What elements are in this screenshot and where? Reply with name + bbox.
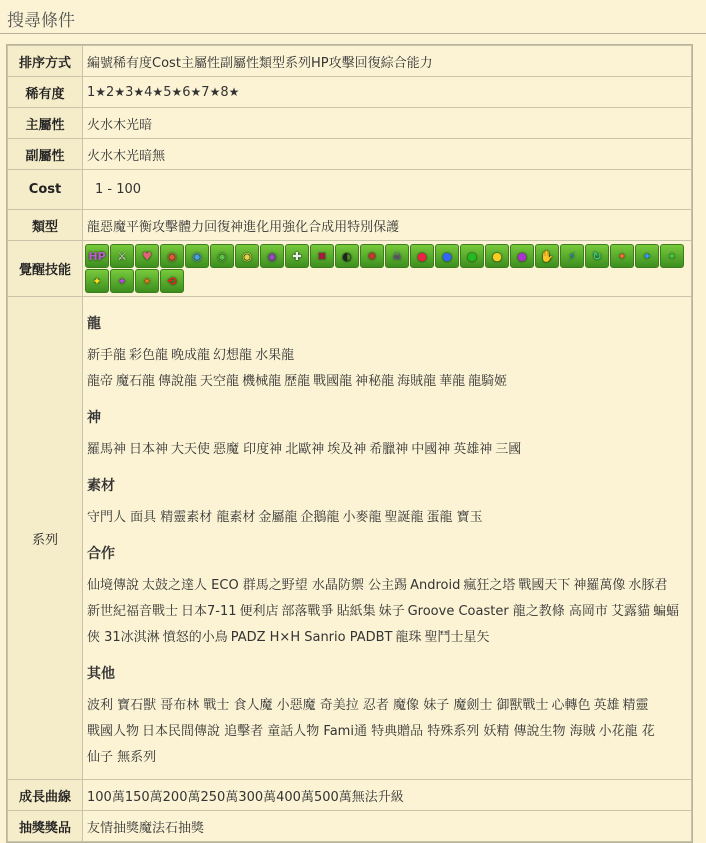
series-item[interactable]: 守門人 面具 精靈素材 龍素材: [87, 510, 256, 525]
poison-resist-icon[interactable]: ☠: [385, 244, 409, 268]
sub-attr-option[interactable]: 木: [113, 148, 127, 164]
series-item[interactable]: 龍珠: [395, 630, 422, 645]
series-item[interactable]: 部落戰爭: [281, 604, 334, 619]
series-item[interactable]: 瘋狂之塔: [463, 578, 516, 593]
series-item[interactable]: 惡魔 印度神: [213, 442, 283, 457]
sort-options: [83, 46, 692, 77]
series-item[interactable]: 戰國天下: [518, 578, 571, 593]
rarity-option[interactable]: [106, 85, 125, 100]
sub-attr-option[interactable]: 水: [100, 148, 114, 164]
type-option[interactable]: 體力: [178, 219, 205, 235]
series-group-title: 龍: [87, 316, 101, 332]
type-options: [83, 210, 692, 241]
series-item[interactable]: 龍帝: [87, 374, 114, 389]
main-attr-option[interactable]: 木: [113, 117, 127, 133]
type-option[interactable]: 攻擊: [152, 219, 179, 235]
series-item[interactable]: 彩色龍: [129, 348, 169, 363]
page-title-text: 搜尋條件: [7, 11, 75, 31]
series-item[interactable]: 機械龍: [242, 374, 282, 389]
label-type: 類型: [8, 210, 83, 241]
series-line: [87, 439, 687, 461]
dark-resist-icon[interactable]: ◉: [260, 244, 284, 268]
series-item[interactable]: Android: [410, 578, 461, 593]
label-growth: 成長曲線: [8, 780, 83, 811]
series-line: [87, 345, 687, 367]
series-line: [87, 601, 687, 623]
series-item[interactable]: 日本神: [129, 442, 169, 457]
rarity-number: 2: [106, 84, 115, 100]
wood-orb-icon[interactable]: ●: [460, 244, 484, 268]
sort-option[interactable]: Cost: [152, 55, 181, 71]
awaken-skill-icons: [83, 241, 691, 296]
series-item[interactable]: 便利店: [239, 604, 279, 619]
rarity-number: 6: [182, 84, 191, 100]
water-resist-icon[interactable]: ◉: [185, 244, 209, 268]
series-item[interactable]: 傳說龍: [158, 374, 198, 389]
star-icon: ★: [133, 84, 145, 99]
series-item[interactable]: 戰國人物: [87, 724, 140, 739]
label-main-attr: 主屬性: [8, 108, 83, 139]
main-attr-option[interactable]: 暗: [139, 117, 153, 133]
series-line: [87, 575, 687, 597]
series-item[interactable]: 魔石龍: [116, 374, 156, 389]
row-cost: [8, 170, 692, 210]
series-item[interactable]: 心轉色: [551, 698, 591, 713]
rarity-number: 7: [201, 84, 210, 100]
series-item[interactable]: 歷龍: [284, 374, 311, 389]
rarity-number: 8: [220, 84, 229, 100]
series-item[interactable]: 水果龍: [255, 348, 295, 363]
series-item[interactable]: 妹子: [378, 604, 405, 619]
fire-resist-icon[interactable]: ◉: [160, 244, 184, 268]
type-option[interactable]: 平衡: [126, 219, 153, 235]
dark-row-icon[interactable]: ✦: [110, 269, 134, 293]
sort-option[interactable]: 綜合能力: [380, 55, 433, 71]
wood-resist-icon[interactable]: ◉: [210, 244, 234, 268]
dark-orb-icon[interactable]: ●: [510, 244, 534, 268]
row-rarity: [8, 77, 692, 108]
type-option[interactable]: 強化合成用: [282, 219, 348, 235]
water-row-icon[interactable]: ✦: [635, 244, 659, 268]
series-item[interactable]: 埃及神: [327, 442, 367, 457]
light-resist-icon[interactable]: ◉: [235, 244, 259, 268]
growth-option[interactable]: 無法升級: [351, 789, 404, 805]
blind-resist-icon[interactable]: ◐: [335, 244, 359, 268]
rarity-number: 5: [163, 84, 172, 100]
main-attr-options: [83, 108, 692, 139]
type-option[interactable]: 神: [230, 219, 244, 235]
series-item[interactable]: 金屬龍: [258, 510, 298, 525]
type-option[interactable]: 進化用: [243, 219, 283, 235]
growth-option[interactable]: 100萬: [87, 789, 125, 805]
type-option[interactable]: 回復: [204, 219, 231, 235]
series-item[interactable]: 大天使: [171, 442, 211, 457]
series-item[interactable]: 日本7-11: [181, 604, 237, 619]
series-item[interactable]: 蛋龍 寶玉: [426, 510, 483, 525]
series-item[interactable]: 天空龍: [200, 374, 240, 389]
main-attr-option[interactable]: 光: [126, 117, 140, 133]
series-item[interactable]: 神秘龍: [355, 374, 395, 389]
sort-option[interactable]: HP: [311, 55, 329, 71]
wood-row-icon[interactable]: ✦: [660, 244, 684, 268]
series-item[interactable]: 新手龍: [87, 348, 127, 363]
series-item[interactable]: 晚成龍: [171, 348, 211, 363]
star-icon: ★: [171, 84, 183, 99]
series-item[interactable]: 蝙蝠: [652, 604, 679, 619]
series-item[interactable]: 太鼓之達人 ECO 群馬之野望 水晶防禦 公主踢: [142, 578, 408, 593]
series-item[interactable]: 幻想龍: [213, 348, 253, 363]
series-line: [87, 721, 687, 743]
series-item[interactable]: 三國: [495, 442, 522, 457]
row-sub-attr: [8, 139, 692, 170]
star-icon: ★: [95, 84, 107, 99]
series-item[interactable]: 中國神: [411, 442, 451, 457]
rarity-options: [83, 77, 692, 108]
gacha-option[interactable]: 魔法石抽獎: [139, 820, 205, 836]
series-item[interactable]: 小麥龍: [342, 510, 382, 525]
sort-option[interactable]: 編號: [87, 55, 114, 71]
search-conditions-table: [7, 45, 692, 842]
series-item[interactable]: 憤怒的小鳥: [162, 630, 228, 645]
sub-attr-option[interactable]: 光: [126, 148, 140, 164]
series-item[interactable]: 新世紀福音戰士: [87, 604, 179, 619]
series-line: [87, 695, 687, 717]
fire-row-icon[interactable]: ✦: [610, 244, 634, 268]
series-item[interactable]: 貼紙集: [336, 604, 376, 619]
type-option[interactable]: 特別保護: [347, 219, 400, 235]
auto-heal-icon[interactable]: ✚: [285, 244, 309, 268]
series-item[interactable]: 神羅萬像: [573, 578, 626, 593]
series-item[interactable]: 波利 寶石獸 哥布林 戰士 食人魔 小惡魔 奇美拉 忍者 魔像 妹子 魔劍士 御獸戰士: [87, 698, 549, 713]
series-group-title: 其他: [87, 666, 115, 682]
row-type: [8, 210, 692, 241]
type-option[interactable]: 龍: [87, 219, 101, 235]
growth-options: [83, 780, 692, 811]
row-main-attr: [8, 108, 692, 139]
rarity-number: 4: [144, 84, 153, 100]
series-line: [87, 627, 687, 649]
rarity-option[interactable]: [182, 85, 201, 100]
rarity-option[interactable]: [220, 85, 239, 100]
main-attr-option[interactable]: 水: [100, 117, 114, 133]
gacha-options: [83, 811, 692, 842]
series-item[interactable]: 艾露貓: [610, 604, 650, 619]
series-item[interactable]: 俠 31冰淇淋: [87, 630, 160, 645]
sort-option[interactable]: 副屬性: [219, 55, 259, 71]
label-sub-attr: 副屬性: [8, 139, 83, 170]
row-awaken: [8, 241, 692, 297]
rarity-option[interactable]: [87, 85, 106, 100]
sort-option[interactable]: 系列: [284, 55, 311, 71]
series-item[interactable]: 聖誕龍: [384, 510, 424, 525]
series-item[interactable]: 水豚君: [628, 578, 668, 593]
label-awaken: 覺醒技能: [8, 241, 83, 297]
series-group-title: 神: [87, 410, 101, 426]
growth-option[interactable]: 500萬: [313, 789, 352, 805]
series-line: [87, 507, 687, 529]
series-line: [87, 747, 687, 769]
rarity-option[interactable]: [144, 85, 163, 100]
rarity-number: 1: [87, 84, 96, 100]
row-series: [8, 297, 692, 780]
cost-range-value[interactable]: 1 - 100: [95, 182, 142, 197]
water-orb-icon[interactable]: ●: [435, 244, 459, 268]
main-attr-option[interactable]: 火: [87, 117, 101, 133]
series-group-title: 合作: [87, 546, 115, 562]
series-item[interactable]: 華龍: [439, 374, 466, 389]
label-series: 系列: [8, 297, 83, 780]
bind-resist-icon[interactable]: ✖: [310, 244, 334, 268]
light-row-icon[interactable]: ✦: [85, 269, 109, 293]
jammer-resist-icon[interactable]: ✹: [360, 244, 384, 268]
rarity-number: 3: [125, 84, 134, 100]
sort-option[interactable]: 類型: [258, 55, 285, 71]
series-item[interactable]: 希臘神: [369, 442, 409, 457]
time-extend-icon[interactable]: ✋: [535, 244, 559, 268]
growth-option[interactable]: 150萬: [124, 789, 163, 805]
sort-option[interactable]: 稀有度: [113, 55, 153, 71]
star-icon: ★: [228, 84, 240, 99]
growth-option[interactable]: 200萬: [162, 789, 201, 805]
skill-bind-resist-icon[interactable]: ⟲: [160, 269, 184, 293]
row-gacha: [8, 811, 692, 842]
series-item[interactable]: 海賊龍: [397, 374, 437, 389]
row-sort: [8, 46, 692, 77]
series-item[interactable]: PADZ H×H Sanrio PADBT: [230, 630, 393, 645]
series-item[interactable]: 日本民間傳說 追擊者 童話人物 Fami通 特典贈品 特殊系列 妖精 傳說生物 海賊: [142, 724, 596, 739]
series-item[interactable]: Groove Coaster 龍之教條 高岡市: [407, 604, 608, 619]
series-item[interactable]: 英雄: [593, 698, 620, 713]
growth-option[interactable]: 250萬: [200, 789, 239, 805]
row-growth: [8, 780, 692, 811]
series-item[interactable]: 龍騎姬: [468, 374, 508, 389]
sort-option[interactable]: 主屬性: [180, 55, 220, 71]
label-cost: Cost: [8, 170, 83, 210]
series-item[interactable]: 羅馬神: [87, 442, 127, 457]
sub-attr-options: [83, 139, 692, 170]
sub-attr-option[interactable]: 火: [87, 148, 101, 164]
sub-attr-option[interactable]: 無: [152, 148, 166, 164]
rcv-plus-icon[interactable]: ♥: [135, 244, 159, 268]
growth-option[interactable]: 400萬: [276, 789, 314, 805]
series-item[interactable]: 仙境傳說: [87, 578, 140, 593]
hp-plus-icon[interactable]: HP: [85, 244, 109, 268]
series-group-title: 素材: [87, 478, 115, 494]
series-item[interactable]: 仙子 無系列: [87, 750, 157, 765]
series-item[interactable]: 企鵝龍: [300, 510, 340, 525]
sub-attr-option[interactable]: 暗: [139, 148, 153, 164]
star-icon: ★: [114, 84, 126, 99]
star-icon: ★: [152, 84, 164, 99]
series-item[interactable]: 小花龍 花: [598, 724, 655, 739]
skill-boost-icon[interactable]: ↻: [585, 244, 609, 268]
sort-option[interactable]: 回復: [354, 55, 381, 71]
two-pronged-icon[interactable]: ✶: [135, 269, 159, 293]
growth-option[interactable]: 300萬: [238, 789, 277, 805]
atk-plus-icon[interactable]: ⚔: [110, 244, 134, 268]
type-option[interactable]: 惡魔: [100, 219, 127, 235]
series-line: [87, 371, 687, 393]
search-conditions-panel: [6, 44, 693, 843]
series-item[interactable]: 聖鬥士星矢: [424, 630, 490, 645]
star-icon: ★: [190, 84, 202, 99]
series-item[interactable]: 北歐神: [285, 442, 325, 457]
series-options: [83, 297, 692, 780]
sort-option[interactable]: 攻擊: [328, 55, 355, 71]
gacha-option[interactable]: 友情抽獎: [87, 820, 140, 836]
star-icon: ★: [209, 84, 221, 99]
label-rarity: 稀有度: [8, 77, 83, 108]
rarity-option[interactable]: [163, 85, 182, 100]
bind-recover-icon[interactable]: ⚡: [560, 244, 584, 268]
series-item[interactable]: 戰國龍: [313, 374, 353, 389]
series-item[interactable]: 精靈: [622, 698, 649, 713]
page-title: [0, 0, 706, 34]
series-item[interactable]: 英雄神: [453, 442, 493, 457]
label-sort: 排序方式: [8, 46, 83, 77]
light-orb-icon[interactable]: ●: [485, 244, 509, 268]
label-gacha: 抽獎獎品: [8, 811, 83, 842]
rarity-option[interactable]: [125, 85, 144, 100]
fire-orb-icon[interactable]: ●: [410, 244, 434, 268]
rarity-option[interactable]: [201, 85, 220, 100]
